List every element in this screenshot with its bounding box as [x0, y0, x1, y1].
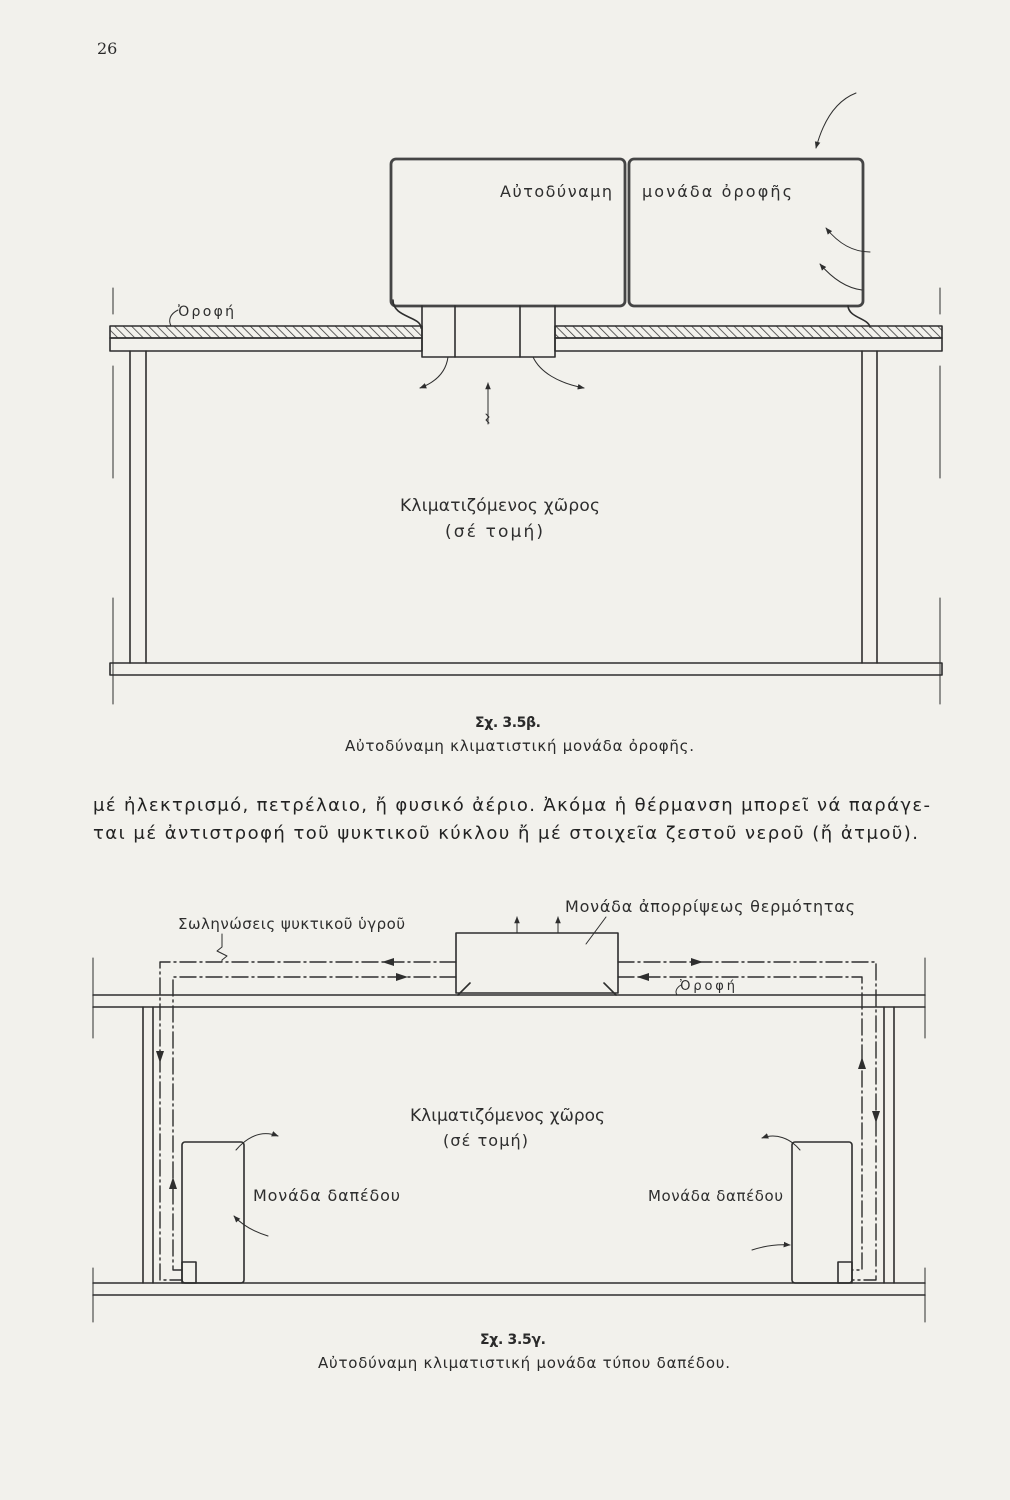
flow-arrow-right-inner-up: [858, 1057, 866, 1069]
ceiling-slab-right: [555, 326, 942, 338]
floor-unit-right-label: Μονάδα δαπέδου: [648, 1187, 783, 1205]
flow-arrow-left-outer-down: [156, 1051, 164, 1063]
floor-unit-left: [182, 1134, 400, 1283]
flow-arrow-right-outer-down: [872, 1111, 880, 1123]
floor-unit-left-connector: [182, 1262, 196, 1283]
supply-duct-neck: [422, 306, 555, 357]
intake-arrow-top: [816, 93, 856, 148]
figure-caption-number-c: Σχ. 3.5γ.: [480, 1332, 546, 1348]
return-arrow-tail: [486, 414, 489, 423]
flow-arrow-right-lower: [637, 973, 649, 981]
heat-rejection-unit-body: [456, 933, 618, 993]
room-label: Κλιματιζόμενος χῶρος: [400, 496, 600, 516]
ceiling-board-left: [110, 338, 422, 351]
figure-caption-text: Αὐτοδύναμη κλιματιστική μονάδα ὀροφῆς.: [345, 737, 694, 755]
ceiling-slab-left: [110, 326, 422, 338]
floor-unit-left-label: Μονάδα δαπέδου: [253, 1186, 400, 1205]
refrigerant-pipe-inner-right: [618, 977, 862, 1270]
piping-label: Σωληνώσεις ψυκτικοῦ ὑγροῦ: [178, 915, 405, 933]
flow-arrow-left-lower: [396, 973, 408, 981]
room-walls-c: [93, 1007, 925, 1295]
floor-unit-right-connector: [838, 1262, 852, 1283]
body-line-2: ται μέ ἀντιστροφή τοῦ ψυκτικοῦ κύκλου ἤ μέ στοιχεῖα ζεστοῦ νεροῦ (ἤ ἀτμοῦ).: [93, 823, 919, 844]
ceiling-label-c: Ὀροφή: [680, 979, 735, 994]
flow-arrow-left-inner-up: [169, 1177, 177, 1189]
figure-caption-number: Σχ. 3.5β.: [475, 715, 541, 731]
ceiling-label: Ὀροφή: [178, 304, 234, 320]
intake-arrow-lower: [820, 264, 862, 290]
floor-unit-right: [648, 1136, 852, 1283]
room-sublabel: (σέ τομή): [445, 522, 543, 542]
supply-arrow-left: [420, 357, 448, 388]
roof-unit-label-right: μονάδα ὀροφῆς: [642, 182, 792, 201]
refrigerant-pipe-outer-right: [618, 962, 876, 1280]
figure-caption-text-c: Αὐτοδύναμη κλιματιστική μονάδα τύπου δαπέδου.: [318, 1354, 730, 1372]
room-label-c: Κλιματιζόμενος χῶρος: [410, 1106, 605, 1126]
room-sublabel-c: (σέ τομή): [443, 1131, 528, 1150]
floor-slab: [110, 663, 942, 675]
body-paragraph: [93, 795, 930, 844]
heat-rejection-leader: [586, 917, 606, 944]
heat-rejection-unit: [456, 917, 618, 995]
floor-unit-right-supply-arrow: [762, 1136, 800, 1150]
body-line-1: μέ ἠλεκτρισμό, πετρέλαιο, ἤ φυσικό ἀέριο. Ἀκόμα ἡ θέρμανση μπορεῖ νά παράγε-: [93, 795, 930, 816]
flow-arrow-left-upper: [382, 958, 394, 966]
figure-3-5c: [93, 897, 925, 1372]
page-number: 26: [97, 39, 118, 58]
roof-unit-support-left: [393, 300, 421, 328]
ceiling-b: [110, 304, 942, 351]
figure-3-5b: [110, 93, 942, 755]
roof-unit-label-left: Αὐτοδύναμη: [500, 182, 612, 201]
floor-unit-right-return-arrow: [752, 1245, 790, 1250]
roof-unit-support-right: [848, 306, 870, 327]
ceiling-c: [93, 995, 925, 1007]
floor-unit-left-return-arrow: [234, 1216, 268, 1236]
ceiling-board-right: [555, 338, 942, 351]
heat-rejection-label: Μονάδα ἀπορρίψεως θερμότητας: [565, 897, 855, 916]
supply-air-arrows: [420, 357, 584, 424]
supply-arrow-right: [533, 357, 584, 388]
piping-leader: [217, 934, 227, 962]
ceiling-label-leader: [170, 310, 178, 326]
flow-arrow-right-upper: [691, 958, 703, 966]
